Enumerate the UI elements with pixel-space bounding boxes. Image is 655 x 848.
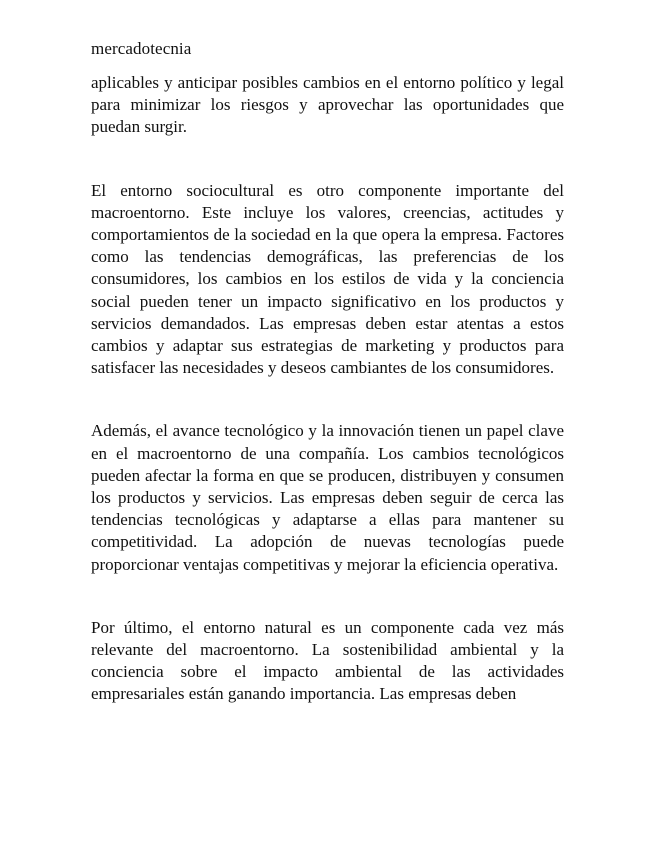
paragraph-technological: Además, el avance tecnológico y la innovación tienen un papel clave en el macroentorno de una compañía. Los cambios tecnológicos pueden afectar la forma en que se producen, distribuyen y consumen los productos y servicios. Las empresas deben seguir de cerca las tendencias tecnológicas y adaptarse a ellas para mantener su competitividad. La adopción de nuevas tecnologías puede proporcionar ventajas competitivas y mejorar la eficiencia operativa. [91,421,564,574]
paragraph-sociocultural: El entorno sociocultural es otro componente importante del macroentorno. Este incluye los valores, creencias, actitudes y comportamientos de la sociedad en la que opera la empresa. Factores como las tendencias demográficas, las preferencias de los consumidores, los cambios en los estilos de vida y la conciencia social pueden tener un impacto significativo en los productos y servicios demandados. Las empresas deben estar atentas a estos cambios y adaptar sus estrategias de marketing y productos para satisfacer las necesidades y deseos cambiantes de los consumidores. [91,180,564,378]
running-header: mercadotecnia [91,39,192,58]
paragraph-political-legal: aplicables y anticipar posibles cambios en el entorno político y legal para minimizar los riesgos y aprovechar las oportunidades que puedan surgir. [91,73,564,137]
document-page [91,38,564,706]
paragraph-natural-environment: Por último, el entorno natural es un componente cada vez más relevante del macroentorno. La sostenibilidad ambiental y la conciencia sobre el impacto ambiental de las actividades empresariales están ganando importancia. Las empresas deben [91,617,564,704]
